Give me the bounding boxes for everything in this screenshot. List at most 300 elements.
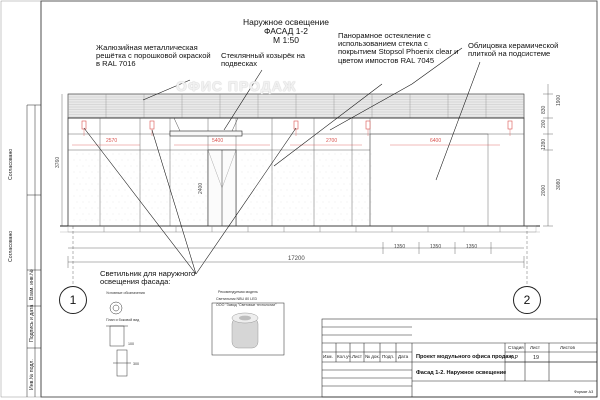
- glass-texture-dot: [107, 166, 108, 167]
- glass-texture-dot: [251, 178, 252, 179]
- glass-texture-dot: [134, 220, 135, 221]
- glass-texture-dot: [74, 220, 75, 221]
- glass-texture-dot: [173, 214, 174, 215]
- glass-texture-dot: [146, 196, 147, 197]
- glass-texture-dot: [164, 208, 165, 209]
- glass-texture-dot: [182, 184, 183, 185]
- glass-texture-dot: [341, 214, 342, 215]
- glass-texture-dot: [104, 208, 105, 209]
- glass-texture-dot: [281, 178, 282, 179]
- tb-col-count: Кол.уч.: [337, 354, 353, 359]
- glass-texture-dot: [344, 208, 345, 209]
- glass-texture-dot: [263, 190, 264, 191]
- drawing-title: [236, 18, 336, 46]
- glass-texture-dot: [107, 214, 108, 215]
- glass-texture-dot: [167, 166, 168, 167]
- glass-texture-dot: [77, 166, 78, 167]
- glass-texture-dot: [299, 202, 300, 203]
- glass-texture-dot: [170, 160, 171, 161]
- glass-texture-dot: [245, 154, 246, 155]
- glass-texture-dot: [251, 166, 252, 167]
- glass-texture-dot: [368, 208, 369, 209]
- glass-texture-dot: [371, 166, 372, 167]
- glass-texture-dot: [323, 154, 324, 155]
- glass-texture-dot: [254, 184, 255, 185]
- glass-texture-dot: [122, 172, 123, 173]
- note-luminaires: [100, 270, 195, 286]
- glass-texture-dot: [113, 214, 114, 215]
- glass-texture-dot: [347, 214, 348, 215]
- glass-texture-dot: [287, 214, 288, 215]
- glass-texture-dot: [179, 214, 180, 215]
- glass-texture-dot: [95, 214, 96, 215]
- glass-texture-dot: [284, 208, 285, 209]
- glass-texture-dot: [335, 154, 336, 155]
- glass-texture-dot: [179, 166, 180, 167]
- glass-texture-dot: [332, 220, 333, 221]
- glass-texture-dot: [158, 172, 159, 173]
- glass-texture-dot: [83, 190, 84, 191]
- fixture-caption: Рекомендуемая модель: [218, 290, 258, 294]
- glass-texture-dot: [302, 196, 303, 197]
- glass-texture-dot: [305, 154, 306, 155]
- glass-texture-dot: [173, 178, 174, 179]
- glass-texture-dot: [260, 184, 261, 185]
- glass-texture-dot: [122, 160, 123, 161]
- glass-texture-dot: [116, 184, 117, 185]
- glass-texture-dot: [332, 196, 333, 197]
- glass-texture-dot: [296, 184, 297, 185]
- side-label-approved-2: Согласовано: [8, 230, 14, 262]
- glass-texture-dot: [290, 208, 291, 209]
- glass-texture-dot: [170, 184, 171, 185]
- glass-texture-dot: [371, 190, 372, 191]
- glass-texture-dot: [113, 178, 114, 179]
- glass-texture-dot: [260, 196, 261, 197]
- luminaire-marker: [294, 121, 298, 129]
- glass-texture-dot: [275, 178, 276, 179]
- glass-texture-dot: [122, 184, 123, 185]
- glass-texture-dot: [320, 172, 321, 173]
- glass-texture-dot: [101, 190, 102, 191]
- glass-texture-dot: [191, 202, 192, 203]
- glass-texture-dot: [287, 154, 288, 155]
- glass-texture-dot: [338, 196, 339, 197]
- glass-texture-dot: [92, 208, 93, 209]
- glass-texture-dot: [362, 208, 363, 209]
- dim-window-3: 2700: [326, 138, 338, 144]
- glass-texture-dot: [140, 196, 141, 197]
- glass-texture-dot: [155, 190, 156, 191]
- glass-texture-dot: [278, 220, 279, 221]
- glass-texture-dot: [284, 220, 285, 221]
- glass-texture-dot: [266, 184, 267, 185]
- glass-texture-dot: [80, 196, 81, 197]
- glass-texture-dot: [92, 172, 93, 173]
- glass-texture-dot: [176, 184, 177, 185]
- glass-texture-dot: [314, 208, 315, 209]
- glass-texture-dot: [320, 184, 321, 185]
- glass-texture-dot: [152, 172, 153, 173]
- glass-texture-dot: [278, 208, 279, 209]
- glass-texture-dot: [179, 190, 180, 191]
- glass-texture-dot: [365, 166, 366, 167]
- glass-texture-dot: [104, 220, 105, 221]
- glass-texture-dot: [341, 154, 342, 155]
- glass-texture-dot: [80, 208, 81, 209]
- glass-texture-dot: [101, 154, 102, 155]
- side-label-sign-date: Подпись и дата: [29, 304, 35, 342]
- dim-door: 2400: [198, 182, 204, 194]
- glass-texture-dot: [194, 220, 195, 221]
- fixture-size-1: 100: [128, 342, 134, 346]
- plinth-block: [356, 226, 392, 232]
- glass-texture-dot: [104, 196, 105, 197]
- glass-texture-dot: [272, 184, 273, 185]
- glass-texture-dot: [287, 202, 288, 203]
- glass-texture-dot: [353, 190, 354, 191]
- glass-texture-dot: [86, 160, 87, 161]
- glass-texture-dot: [278, 184, 279, 185]
- glass-texture-dot: [296, 220, 297, 221]
- glass-texture-dot: [80, 220, 81, 221]
- note-glazing: [338, 32, 458, 65]
- luminaire-marker: [508, 121, 512, 129]
- dim-right-4: 1280: [541, 138, 547, 150]
- dim-right-1: 1900: [556, 94, 562, 106]
- glass-texture-dot: [149, 190, 150, 191]
- glass-texture-dot: [194, 172, 195, 173]
- glass-texture-dot: [299, 178, 300, 179]
- glass-texture-dot: [125, 202, 126, 203]
- glass-texture-dot: [323, 202, 324, 203]
- glass-texture-dot: [326, 196, 327, 197]
- glass-texture-dot: [206, 160, 207, 161]
- glass-texture-dot: [89, 178, 90, 179]
- glass-texture-dot: [203, 202, 204, 203]
- glass-texture-dot: [185, 214, 186, 215]
- glass-texture-dot: [155, 154, 156, 155]
- glass-texture-dot: [128, 172, 129, 173]
- glass-texture-dot: [197, 214, 198, 215]
- glass-texture-dot: [254, 220, 255, 221]
- glass-texture-dot: [335, 190, 336, 191]
- glass-texture-dot: [92, 220, 93, 221]
- glass-texture-dot: [350, 220, 351, 221]
- glass-texture-dot: [158, 184, 159, 185]
- glass-texture-dot: [359, 214, 360, 215]
- glass-texture-dot: [107, 202, 108, 203]
- glass-texture-dot: [260, 172, 261, 173]
- axis-marker-2: 2: [513, 286, 541, 314]
- glass-texture-dot: [158, 196, 159, 197]
- dim-lower-3: 1350: [466, 244, 478, 250]
- glass-texture-dot: [98, 196, 99, 197]
- glass-texture-dot: [152, 184, 153, 185]
- plinth-block: [68, 226, 104, 232]
- glass-texture-dot: [341, 166, 342, 167]
- glass-texture-dot: [368, 172, 369, 173]
- glass-texture-dot: [293, 202, 294, 203]
- glass-texture-dot: [116, 220, 117, 221]
- glass-texture-dot: [272, 160, 273, 161]
- glass-texture-dot: [302, 160, 303, 161]
- glass-texture-dot: [83, 178, 84, 179]
- glass-texture-dot: [266, 208, 267, 209]
- glass-texture-dot: [290, 184, 291, 185]
- glass-texture-dot: [77, 214, 78, 215]
- glass-texture-dot: [116, 172, 117, 173]
- glass-texture-dot: [104, 160, 105, 161]
- glass-texture-dot: [191, 190, 192, 191]
- glass-texture-dot: [290, 220, 291, 221]
- glass-texture-dot: [161, 154, 162, 155]
- glass-texture-dot: [317, 154, 318, 155]
- glass-texture-dot: [155, 178, 156, 179]
- glass-texture-dot: [173, 166, 174, 167]
- glass-texture-dot: [281, 190, 282, 191]
- glass-texture-dot: [323, 214, 324, 215]
- glass-texture-dot: [248, 172, 249, 173]
- glass-texture-dot: [182, 196, 183, 197]
- glass-texture-dot: [314, 220, 315, 221]
- dim-window-1: 2570: [106, 138, 118, 144]
- dim-right-6: 2000: [541, 184, 547, 196]
- note-grille-line: в RAL 7016: [96, 59, 136, 69]
- glass-texture-dot: [365, 202, 366, 203]
- fixture-drawings: [106, 302, 131, 376]
- glass-texture-dot: [176, 196, 177, 197]
- glass-texture-dot: [263, 202, 264, 203]
- glass-texture-dot: [128, 220, 129, 221]
- glass-texture-dot: [254, 208, 255, 209]
- note-cladding: [468, 42, 558, 58]
- glass-texture-dot: [320, 208, 321, 209]
- glass-texture-dot: [125, 190, 126, 191]
- glass-texture-dot: [200, 208, 201, 209]
- glass-texture-dot: [107, 154, 108, 155]
- dim-lower-2: 1350: [430, 244, 442, 250]
- glass-texture-dot: [293, 214, 294, 215]
- glass-texture-dot: [140, 208, 141, 209]
- glass-texture-dot: [302, 220, 303, 221]
- glass-texture-dot: [164, 196, 165, 197]
- glass-texture-dot: [143, 190, 144, 191]
- glass-texture-dot: [110, 184, 111, 185]
- glass-texture-dot: [290, 160, 291, 161]
- glass-texture-dot: [89, 202, 90, 203]
- glass-texture-dot: [260, 208, 261, 209]
- glass-texture-dot: [308, 208, 309, 209]
- glass-texture-dot: [170, 196, 171, 197]
- glass-texture-dot: [80, 184, 81, 185]
- glass-texture-dot: [188, 184, 189, 185]
- glass-texture-dot: [344, 184, 345, 185]
- glass-texture-dot: [353, 214, 354, 215]
- glass-texture-dot: [242, 196, 243, 197]
- title-line-1: Наружное освещение: [243, 17, 329, 27]
- glass-texture-dot: [365, 190, 366, 191]
- glass-texture-dot: [179, 178, 180, 179]
- glass-texture-dot: [134, 208, 135, 209]
- glass-texture-dot: [263, 214, 264, 215]
- tb-col-date: Дата: [398, 354, 409, 359]
- glass-texture-dot: [161, 214, 162, 215]
- glass-texture-dot: [296, 208, 297, 209]
- glass-texture-dot: [353, 178, 354, 179]
- glass-texture-dot: [257, 166, 258, 167]
- glass-texture-dot: [362, 184, 363, 185]
- glass-texture-dot: [146, 220, 147, 221]
- plinth-block: [392, 226, 428, 232]
- note-glazing-line: использованием стекла с: [338, 39, 428, 49]
- tb-col-sign: Подп.: [382, 354, 395, 359]
- glass-texture-dot: [95, 166, 96, 167]
- glass-texture-dot: [125, 154, 126, 155]
- title-line-3: М 1:50: [273, 35, 299, 46]
- glass-texture-dot: [170, 172, 171, 173]
- glass-texture-dot: [137, 178, 138, 179]
- glass-texture-dot: [107, 190, 108, 191]
- glass-texture-dot: [362, 160, 363, 161]
- plinth-block: [104, 226, 140, 232]
- glass-texture-dot: [242, 208, 243, 209]
- glass-texture-dot: [143, 166, 144, 167]
- glass-texture-dot: [284, 172, 285, 173]
- glass-texture-dot: [86, 196, 87, 197]
- glass-texture-dot: [116, 208, 117, 209]
- glass-texture-dot: [74, 160, 75, 161]
- glass-texture-dot: [254, 172, 255, 173]
- glass-texture-dot: [146, 184, 147, 185]
- glass-texture-dot: [77, 202, 78, 203]
- glass-texture-dot: [119, 154, 120, 155]
- glass-texture-dot: [89, 166, 90, 167]
- glass-texture-dot: [200, 220, 201, 221]
- glass-texture-dot: [197, 202, 198, 203]
- glass-texture-dot: [314, 184, 315, 185]
- glass-texture-dot: [206, 196, 207, 197]
- glass-texture-dot: [359, 202, 360, 203]
- glass-texture-dot: [140, 220, 141, 221]
- glass-texture-dot: [245, 214, 246, 215]
- glass-texture-dot: [257, 190, 258, 191]
- glass-texture-dot: [302, 184, 303, 185]
- glass-texture-dot: [368, 160, 369, 161]
- glass-texture-dot: [140, 172, 141, 173]
- glass-texture-dot: [140, 184, 141, 185]
- glass-texture-dot: [308, 172, 309, 173]
- glass-texture-dot: [164, 160, 165, 161]
- plinth-block: [500, 226, 536, 232]
- glass-texture-dot: [200, 160, 201, 161]
- glass-texture-dot: [311, 214, 312, 215]
- glass-texture-dot: [311, 202, 312, 203]
- glass-texture-dot: [176, 220, 177, 221]
- glass-texture-dot: [122, 220, 123, 221]
- glass-texture-dot: [305, 190, 306, 191]
- glass-texture-dot: [338, 220, 339, 221]
- glass-texture-dot: [308, 220, 309, 221]
- glass-texture-dot: [125, 178, 126, 179]
- glass-texture-dot: [89, 190, 90, 191]
- glass-texture-dot: [284, 184, 285, 185]
- glass-texture-dot: [275, 190, 276, 191]
- glass-texture-dot: [74, 196, 75, 197]
- luminaire-marker: [150, 121, 154, 129]
- glass-texture-dot: [248, 220, 249, 221]
- glass-texture-dot: [143, 178, 144, 179]
- glass-texture-dot: [305, 166, 306, 167]
- glass-texture-dot: [353, 154, 354, 155]
- glass-texture-dot: [188, 196, 189, 197]
- note-glazing-line: Панорамное остекление с: [338, 31, 431, 40]
- tb-sheet-label: Лист: [530, 345, 540, 350]
- glass-texture-dot: [119, 214, 120, 215]
- glass-texture-dot: [356, 172, 357, 173]
- glass-texture-dot: [242, 220, 243, 221]
- glass-texture-dot: [305, 202, 306, 203]
- glass-texture-dot: [311, 166, 312, 167]
- glass-texture-dot: [263, 154, 264, 155]
- glass-texture-dot: [242, 160, 243, 161]
- glass-texture-dot: [326, 160, 327, 161]
- glass-texture-dot: [134, 196, 135, 197]
- glass-texture-dot: [140, 160, 141, 161]
- glass-texture-dot: [338, 172, 339, 173]
- glass-texture-dot: [185, 202, 186, 203]
- glass-texture-dot: [137, 214, 138, 215]
- glass-texture-dot: [188, 160, 189, 161]
- glass-texture-dot: [152, 196, 153, 197]
- glass-texture-dot: [146, 172, 147, 173]
- glass-texture-dot: [359, 190, 360, 191]
- glass-texture-dot: [128, 208, 129, 209]
- glass-texture-dot: [92, 196, 93, 197]
- glass-texture-dot: [263, 166, 264, 167]
- glass-texture-dot: [95, 202, 96, 203]
- glass-texture-dot: [113, 202, 114, 203]
- glass-texture-dot: [341, 202, 342, 203]
- glass-texture-dot: [182, 220, 183, 221]
- tb-sheet-title: Фасад 1-2. Наружное освещение: [416, 370, 507, 376]
- glass-texture-dot: [167, 202, 168, 203]
- note-luminaires-line: освещения фасада:: [100, 277, 171, 287]
- glass-texture-dot: [371, 214, 372, 215]
- glass-texture-dot: [206, 220, 207, 221]
- glass-texture-dot: [185, 178, 186, 179]
- glass-texture-dot: [161, 178, 162, 179]
- glass-texture-dot: [191, 154, 192, 155]
- glass-texture-dot: [347, 166, 348, 167]
- glass-texture-dot: [293, 154, 294, 155]
- glass-texture-dot: [128, 196, 129, 197]
- glass-texture-dot: [353, 202, 354, 203]
- glass-texture-dot: [347, 190, 348, 191]
- glass-texture-dot: [188, 220, 189, 221]
- glass-texture-dot: [308, 184, 309, 185]
- glass-texture-dot: [356, 160, 357, 161]
- glass-texture-dot: [170, 220, 171, 221]
- glass-texture-dot: [122, 208, 123, 209]
- glass-texture-dot: [191, 166, 192, 167]
- glass-texture-dot: [149, 178, 150, 179]
- plinth-block: [284, 226, 320, 232]
- glass-texture-dot: [320, 160, 321, 161]
- tb-project-name: Проект модульного офиса продаж: [416, 354, 513, 360]
- glass-texture-dot: [329, 214, 330, 215]
- glass-texture-dot: [317, 214, 318, 215]
